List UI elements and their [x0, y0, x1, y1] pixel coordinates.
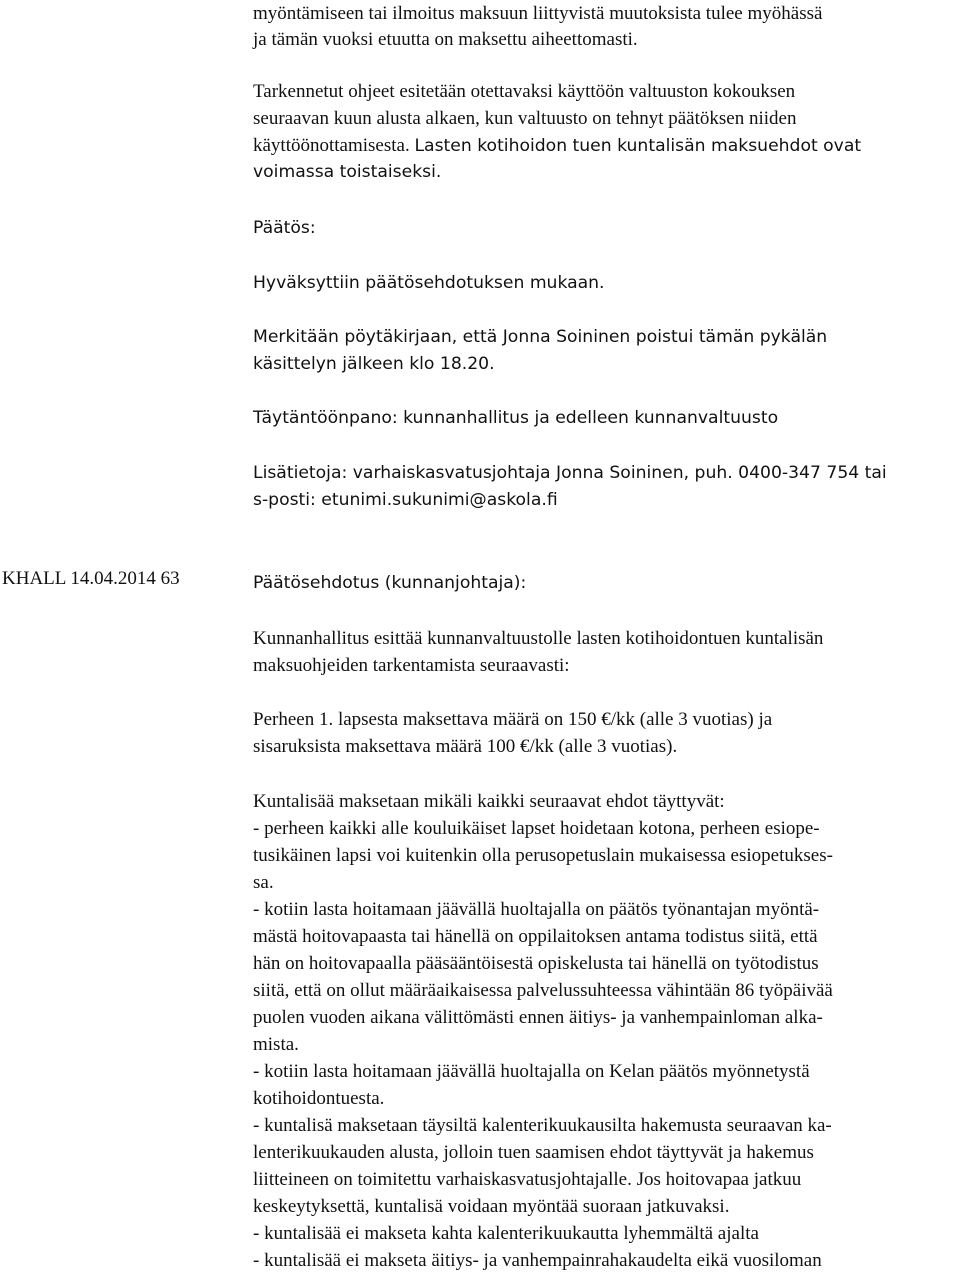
text-line-mixed [253, 132, 861, 160]
text-line: sisaruksista maksettava määrä 100 €/kk (alle 3 vuotias). [253, 736, 678, 757]
text-line: lenterikuukauden alusta, jolloin tuen saamisen ehdot täyttyvät ja hakemus [253, 1142, 814, 1163]
text-line: maksuohjeiden tarkentamista seuraavasti: [253, 655, 570, 676]
decision-text: Hyväksyttiin päätösehdotuksen mukaan. [253, 273, 605, 293]
text-line: - kuntalisää ei makseta kahta kalenterikuukautta lyhemmältä ajalta [253, 1223, 759, 1244]
meeting-reference: KHALL 14.04.2014 63 [2, 568, 180, 589]
text-line: keskeytyksettä, kuntalisä voidaan myöntää suoraan jatkuvaksi. [253, 1196, 730, 1217]
decision-heading: Päätös: [253, 218, 316, 238]
text-line: - kuntalisä maksetaan täysiltä kalenterikuukausilta hakemusta seuraavan ka- [253, 1115, 832, 1136]
text-line: puolen vuoden aikana välittömästi ennen äitiys- ja vanhempainloman alka- [253, 1007, 823, 1028]
text-line: - kuntalisää ei makseta äitiys- ja vanhempainrahakaudelta eikä vuosiloman [253, 1250, 822, 1271]
text-line: mista. [253, 1034, 299, 1055]
text-line: Tarkennetut ohjeet esitetään otettavaksi käyttöön valtuuston kokouksen [253, 81, 796, 102]
proposal-heading: Päätösehdotus (kunnanjohtaja): [253, 573, 527, 593]
text-line: voimassa toistaiseksi. [253, 162, 442, 182]
text-segment: käyttöönottamisesta. [253, 135, 410, 156]
text-line: - perheen kaikki alle kouluikäiset lapset hoidetaan kotona, perheen esiope- [253, 818, 820, 839]
text-segment: Lasten kotihoidon tuen kuntalisän maksuehdot ovat [414, 136, 862, 156]
contact-email: s-posti: etunimi.sukunimi@askola.fi [253, 490, 558, 510]
text-line: hän on hoitovapaalla pääsääntöisestä opiskelusta tai hänellä on työtodistus [253, 953, 819, 974]
text-line: Kuntalisää maksetaan mikäli kaikki seuraavat ehdot täyttyvät: [253, 791, 725, 812]
text-line: myöntämiseen tai ilmoitus maksuun liittyvistä muutoksista tulee myöhässä [253, 3, 823, 24]
text-line: liitteineen on toimitettu varhaiskasvatusjohtajalle. Jos hoitovapaa jatkuu [253, 1169, 802, 1190]
text-line: Merkitään pöytäkirjaan, että Jonna Soininen poistui tämän pykälän [253, 327, 828, 347]
text-line: siitä, että on ollut määräaikaisessa palvelussuhteessa vähintään 86 työpäivää [253, 980, 833, 1001]
text-line: käsittelyn jälkeen klo 18.20. [253, 354, 495, 374]
text-line: kotihoidontuesta. [253, 1088, 385, 1109]
text-line: mästä hoitovapaasta tai hänellä on oppilaitoksen antama todistus siitä, että [253, 926, 818, 947]
enforcement-line: Täytäntöönpano: kunnanhallitus ja edelleen kunnanvaltuusto [253, 408, 779, 428]
contact-line: Lisätietoja: varhaiskasvatusjohtaja Jonna Soininen, puh. 0400-347 754 tai [253, 463, 887, 483]
text-line: - kotiin lasta hoitamaan jäävällä huoltajalla on päätös työnantajan myöntä- [253, 899, 820, 920]
text-line: seuraavan kuun alusta alkaen, kun valtuusto on tehnyt päätöksen niiden [253, 108, 797, 129]
text-line: Perheen 1. lapsesta maksettava määrä on 150 €/kk (alle 3 vuotias) ja [253, 709, 773, 730]
text-line: tusikäinen lapsi voi kuitenkin olla perusopetuslain mukaisessa esiopetukses- [253, 845, 833, 866]
text-line: - kotiin lasta hoitamaan jäävällä huoltajalla on Kelan päätös myönnetystä [253, 1061, 810, 1082]
text-line: Kunnanhallitus esittää kunnanvaltuustolle lasten kotihoidontuen kuntalisän [253, 628, 824, 649]
text-line: sa. [253, 872, 274, 893]
text-line: ja tämän vuoksi etuutta on maksettu aiheettomasti. [253, 29, 638, 50]
